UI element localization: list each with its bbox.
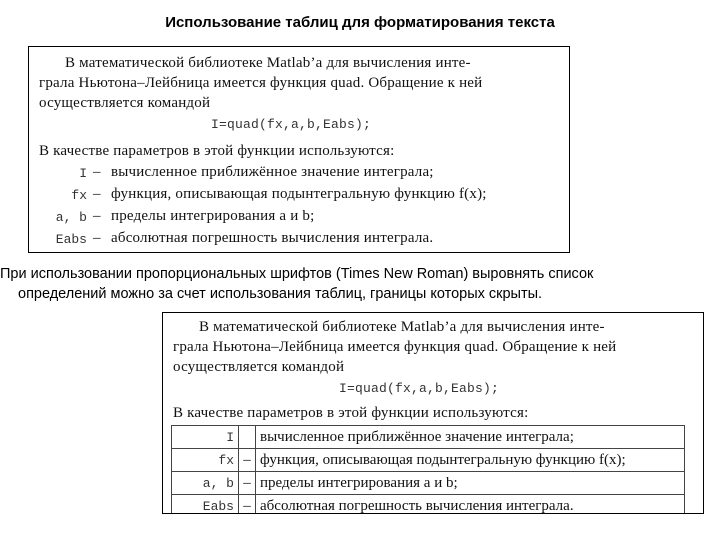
definition-text: функция, описывающая подынтегральную функцию f(x); [256,449,685,472]
table-row [172,426,685,449]
definition-name: fx [172,449,239,472]
definitions-table [171,425,685,514]
definition-dash: – [239,495,256,515]
definition-dash: – [93,208,101,224]
definition-dash: – [239,472,256,495]
code-command: I=quad(fx,a,b,Eabs); [211,117,372,132]
slide-title: Использование таблиц для форматирования текста [165,14,555,31]
definition-dash: – [239,449,256,472]
paragraph-line: грала Ньютона–Лейбница имеется функция quad. Обращение к ней [39,75,483,91]
code-command: I=quad(fx,a,b,Eabs); [339,381,500,396]
definition-dash: – [93,164,101,180]
example-table-layout [162,312,704,514]
definition-text: абсолютная погрешность вычисления интеграла. [256,495,685,515]
paragraph-line: осуществляется командой [173,359,345,375]
definition-text: пределы интегрирования a и b; [111,208,315,224]
caption-line: При использовании пропорциональных шрифтов (Times New Roman) выровнять список [0,266,594,282]
definition-dash: – [93,230,101,246]
paragraph-line: осуществляется командой [39,95,211,111]
example-plain-text [28,46,570,253]
definition-name: fx [71,188,87,203]
caption-line: определений можно за счет использования таблиц, границы которых скрыты. [18,286,543,302]
definition-dash [239,426,256,449]
definition-name: Eabs [55,232,87,247]
definition-text: пределы интегрирования a и b; [256,472,685,495]
definition-name: a, b [172,472,239,495]
table-row [172,495,685,515]
definition-dash: – [93,186,101,202]
definition-text: вычисленное приближённое значение интеграла; [256,426,685,449]
definitions-intro: В качестве параметров в этой функции используются: [173,405,529,421]
definition-text: функция, описывающая подынтегральную функцию f(x); [111,186,487,202]
table-row [172,449,685,472]
paragraph-line: грала Ньютона–Лейбница имеется функция quad. Обращение к ней [173,339,617,355]
definition-name: I [79,166,87,181]
definition-text: абсолютная погрешность вычисления интеграла. [111,230,434,246]
paragraph-line: В математической библиотеке Matlab’a для вычисления инте- [199,319,605,335]
definition-name: Eabs [172,495,239,515]
definition-text: вычисленное приближённое значение интеграла; [111,164,434,180]
table-row [172,472,685,495]
paragraph-line: В математической библиотеке Matlab’a для вычисления инте- [65,55,471,71]
definitions-intro: В качестве параметров в этой функции используются: [39,143,395,159]
definition-name: a, b [55,210,87,225]
definition-name: I [172,426,239,449]
